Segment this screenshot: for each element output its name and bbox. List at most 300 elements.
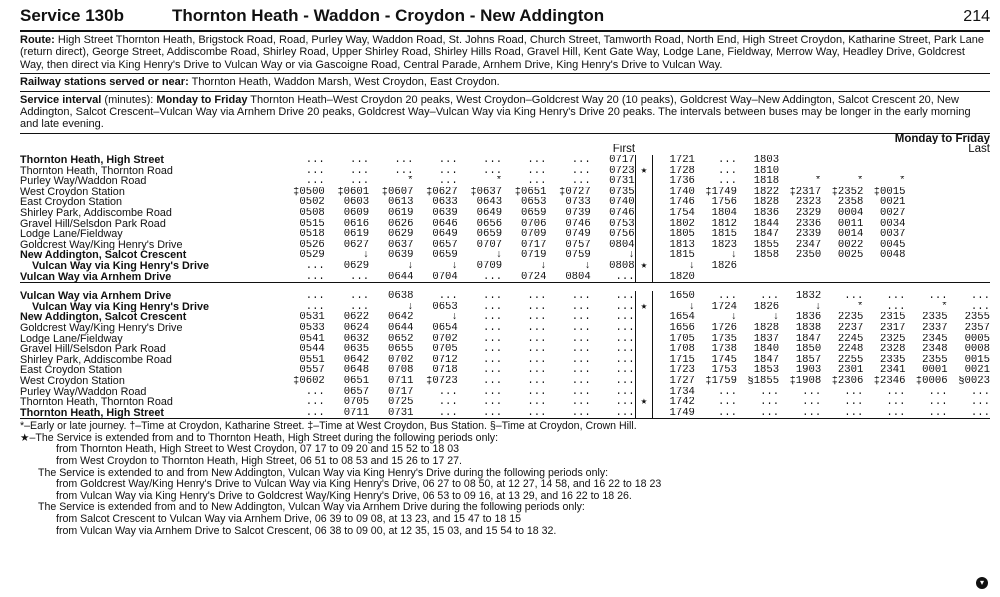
- stop-name: Gravel Hill/Selsdon Park Road: [20, 344, 166, 355]
- time-cell: ...: [571, 397, 591, 408]
- time-cell: ...: [717, 291, 738, 302]
- time-cell: ...: [350, 155, 370, 166]
- time-cell: [779, 261, 821, 272]
- time-cell: 0724: [521, 271, 547, 283]
- time-cell: 2345: [922, 333, 948, 345]
- time-cell: ...: [527, 354, 547, 366]
- time-cell: [948, 176, 990, 187]
- time-cell: ...: [928, 386, 948, 398]
- time-cell: 1721: [669, 155, 695, 166]
- time-cell: ↓: [584, 260, 591, 272]
- time-cell: 1810: [753, 165, 780, 177]
- time-cell: ...: [615, 333, 635, 345]
- time-cell: 0659: [521, 208, 547, 219]
- railway-text: Thornton Heath, Waddon Marsh, West Croydon, East Croydon.: [191, 76, 500, 89]
- time-cell: 1728: [669, 165, 695, 177]
- time-cell: ...: [760, 407, 780, 419]
- time-cell: [905, 240, 947, 251]
- time-cell: 2358: [837, 197, 864, 208]
- time-cell: 0731: [609, 176, 635, 187]
- time-cell: ‡0607: [381, 186, 414, 198]
- time-cell: 2235: [837, 312, 864, 323]
- time-cell: 2325: [880, 333, 906, 345]
- time-cell: 1847: [753, 229, 780, 240]
- time-cell: ...: [571, 407, 591, 419]
- time-cell: ...: [615, 312, 635, 323]
- time-cell: 0648: [343, 365, 370, 376]
- extension-marker: [635, 312, 653, 323]
- note-line: The Service is extended from and to New Addington, Vulcan Way via Arnhem Drive during the following periods only:: [38, 501, 585, 514]
- note-line: from Goldcrest Way/King Henry's Drive to Vulcan Way via King Henry's Drive, 06 27 to 08 50, at 12 27, 14 58, and 16 22 to 18 23: [56, 478, 662, 491]
- time-cell: ...: [527, 312, 547, 323]
- time-cell: 1754: [669, 208, 695, 219]
- time-cell: [737, 272, 779, 283]
- time-cell: 0034: [880, 218, 906, 230]
- time-cell: 0657: [432, 239, 458, 251]
- time-cell: ...: [483, 271, 503, 283]
- time-cell: 1815: [669, 250, 695, 261]
- time-cell: 1756: [711, 197, 738, 208]
- time-cell: 1857: [795, 354, 822, 366]
- time-cell: [863, 261, 905, 272]
- time-cell: 0649: [476, 208, 503, 219]
- extension-marker: [635, 250, 653, 261]
- time-cell: 0048: [880, 250, 906, 261]
- extension-marker: [635, 387, 653, 398]
- time-cell: ...: [305, 155, 325, 166]
- stop-name: Lodge Lane/Fieldway: [20, 333, 123, 345]
- time-cell: §0023: [958, 375, 990, 387]
- time-cell: 2315: [880, 312, 906, 323]
- time-cell: ...: [438, 165, 458, 177]
- time-cell: 0531: [299, 312, 325, 323]
- time-cell: 1734: [669, 386, 695, 398]
- time-cell: 0518: [299, 229, 325, 240]
- extension-marker: [635, 344, 653, 355]
- stop-name: New Addington, Salcot Crescent: [20, 250, 187, 261]
- time-cell: 0626: [388, 218, 414, 230]
- stop-name: Purley Way/Waddon Road: [20, 386, 147, 398]
- time-cell: *: [495, 176, 503, 187]
- time-cell: 0735: [609, 186, 635, 198]
- time-cell: 1715: [669, 354, 695, 366]
- time-cell: 0711: [343, 407, 370, 419]
- time-cell: 0759: [565, 250, 591, 261]
- extension-marker: [635, 408, 653, 419]
- time-cell: 0717: [609, 155, 635, 166]
- time-cell: ↓: [772, 312, 780, 323]
- stop-name: Goldcrest Way/King Henry's Drive: [20, 322, 183, 334]
- header: [20, 6, 990, 32]
- time-cell: 0649: [432, 229, 458, 240]
- time-cell: 1812: [711, 218, 738, 230]
- time-cell: ...: [571, 176, 591, 187]
- stop-name: Gravel Hill/Selsdon Park Road: [20, 218, 166, 230]
- time-cell: 0707: [476, 239, 503, 251]
- time-cell: [821, 166, 863, 177]
- table-row: [20, 229, 990, 240]
- time-cell: 0544: [299, 344, 325, 355]
- time-cell: 1815: [711, 229, 738, 240]
- note-line: from Thornton Heath, High Street to West Croydon, 07 17 to 09 20 and 15 52 to 18 03: [56, 443, 460, 456]
- time-cell: 0723: [609, 165, 635, 177]
- time-cell: 0704: [432, 271, 458, 283]
- time-cell: 1855: [753, 239, 780, 251]
- time-cell: ...: [571, 165, 591, 177]
- time-cell: ‡2317: [789, 186, 822, 198]
- time-cell: ↓: [451, 260, 458, 272]
- time-cell: 2350: [795, 250, 822, 261]
- stop-name: Lodge Lane/Fieldway: [20, 229, 123, 240]
- time-cell: ...: [717, 155, 738, 166]
- time-cell: ...: [760, 397, 780, 408]
- route-text: High Street Thornton Heath, Brigstock Road, Road, Purley Way, Waddon Road, St. Johns Road, Church Street, Tamworth Road, North End, High Street Croydon, Katharine Street, Park Lane (return direct), George Street, Addiscombe Road, Shirley Road, Upper Shirley Road, Shirley Hills Road, Gravel Hill, Kent Gate Way, Lodge Lane, Fieldway, Merrow Way, Headley Drive, Goldcrest Way, then direct via King Henry's Drive to Vulcan Way or via Gascoigne Road, Central Parade, Arnhem Drive, King Henry's Drive to Vulcan Way.: [20, 34, 984, 71]
- stop-name: Shirley Park, Addiscombe Road: [20, 208, 172, 219]
- timetable: [20, 134, 990, 419]
- stop-name: East Croydon Station: [20, 365, 123, 376]
- time-cell: 1828: [753, 197, 780, 208]
- time-cell: [948, 219, 990, 230]
- table-row: [20, 240, 990, 251]
- time-cell: 0702: [388, 354, 414, 366]
- time-cell: ...: [394, 165, 414, 177]
- stop-name: West Croydon Station: [20, 375, 125, 387]
- time-cell: [905, 155, 947, 166]
- time-cell: ...: [483, 155, 503, 166]
- time-cell: 0005: [964, 333, 990, 345]
- time-cell: [737, 261, 779, 272]
- time-cell: 0021: [880, 197, 906, 208]
- extension-marker: [635, 376, 653, 387]
- time-cell: 1853: [753, 365, 780, 376]
- time-cell: ...: [615, 365, 635, 376]
- time-cell: ...: [802, 397, 822, 408]
- table-row: [20, 365, 990, 376]
- time-cell: 2301: [837, 365, 864, 376]
- extension-marker: [635, 272, 653, 283]
- extension-marker: [635, 197, 653, 208]
- time-cell: 1749: [669, 407, 695, 419]
- time-cell: 0804: [609, 239, 635, 251]
- time-cell: [905, 176, 947, 187]
- time-cell: 0613: [388, 197, 414, 208]
- note-line: from West Croydon to Thornton Heath, High Street, 06 51 to 08 53 and 15 26 to 17 27.: [56, 455, 462, 468]
- time-cell: ↓: [407, 260, 414, 272]
- time-cell: 0733: [565, 197, 591, 208]
- time-cell: 1742: [669, 397, 695, 408]
- time-cell: [779, 272, 821, 283]
- extension-marker: [635, 155, 653, 166]
- time-cell: 1803: [753, 155, 780, 166]
- time-cell: ...: [571, 365, 591, 376]
- stop-name: Vulcan Way via King Henry's Drive: [32, 260, 209, 272]
- extension-marker: [635, 229, 653, 240]
- time-cell: 0557: [299, 365, 325, 376]
- time-cell: 0740: [609, 197, 635, 208]
- time-cell: ...: [305, 176, 325, 187]
- note-line: from Vulcan Way via King Henry's Drive to Goldcrest Way/King Henry's Drive, 06 53 to 09 16, at 13 29, and 16 22 to 18 26.: [56, 489, 632, 502]
- time-cell: ↓: [688, 301, 695, 313]
- time-cell: ‡0723: [425, 375, 458, 387]
- time-cell: ...: [483, 291, 503, 302]
- time-cell: 0622: [343, 312, 370, 323]
- outbound-section: [20, 155, 990, 291]
- time-cell: ...: [615, 397, 635, 408]
- time-cell: 0705: [343, 397, 370, 408]
- time-cell: ...: [615, 322, 635, 334]
- time-cell: ↓: [628, 250, 635, 261]
- time-cell: 0654: [432, 322, 458, 334]
- time-cell: 0651: [343, 375, 370, 387]
- time-cell: 1705: [669, 333, 695, 345]
- time-cell: ...: [305, 260, 325, 272]
- note-line: *–Early or late journey. †–Time at Croydon, Katharine Street. ‡–Time at West Croydon, Bus Station. §–Time at Croydon, Crown Hill.: [20, 420, 637, 433]
- extension-marker: [635, 291, 653, 302]
- time-cell: 0646: [432, 218, 458, 230]
- time-cell: 2255: [837, 354, 864, 366]
- note-line: The Service is extended to and from New Addington, Vulcan Way via King Henry's Drive during the following periods only:: [38, 466, 609, 479]
- time-cell: 2357: [964, 322, 990, 334]
- time-cell: [905, 250, 947, 261]
- time-cell: 0731: [388, 407, 414, 419]
- time-cell: ...: [305, 291, 325, 302]
- time-cell: ...: [438, 386, 458, 398]
- time-cell: ...: [571, 291, 591, 302]
- time-cell: ...: [717, 397, 738, 408]
- time-cell: ...: [970, 407, 990, 419]
- table-row: [20, 250, 990, 261]
- time-cell: ...: [527, 375, 547, 387]
- time-cell: ...: [305, 397, 325, 408]
- time-cell: ...: [483, 301, 503, 313]
- time-cell: 1840: [753, 344, 780, 355]
- time-cell: 1850: [795, 344, 822, 355]
- time-cell: 0551: [299, 354, 325, 366]
- time-cell: 0706: [521, 218, 547, 230]
- table-row: [20, 344, 990, 355]
- stop-name: Vulcan Way via King Henry's Drive: [32, 301, 209, 313]
- table-row: [20, 166, 990, 177]
- day-heading: Monday to Friday: [894, 133, 990, 145]
- time-cell: ...: [483, 333, 503, 345]
- time-cell: 0529: [299, 250, 325, 261]
- stop-name: Thornton Heath, High Street: [20, 407, 164, 419]
- time-cell: ...: [970, 386, 990, 398]
- time-cell: ...: [483, 397, 503, 408]
- time-cell: 1805: [669, 229, 695, 240]
- time-cell: 2335: [922, 312, 948, 323]
- time-cell: *: [941, 301, 948, 313]
- time-cell: 0541: [299, 333, 325, 345]
- time-cell: 0629: [388, 229, 414, 240]
- time-cell: 1837: [753, 333, 780, 345]
- inbound-section: [20, 291, 990, 419]
- time-cell: 0633: [432, 197, 458, 208]
- time-cell: ...: [571, 354, 591, 366]
- time-cell: 1804: [711, 208, 738, 219]
- time-cell: ...: [527, 155, 547, 166]
- time-cell: ...: [527, 386, 547, 398]
- stop-name: Vulcan Way via Arnhem Drive: [20, 291, 172, 302]
- table-row: [20, 408, 990, 419]
- time-cell: 2347: [795, 239, 822, 251]
- time-cell: 1656: [669, 322, 695, 334]
- time-cell: ...: [717, 165, 738, 177]
- time-cell: 0508: [299, 208, 325, 219]
- time-cell: 0619: [343, 229, 370, 240]
- time-cell: [948, 166, 990, 177]
- time-cell: 0643: [476, 197, 503, 208]
- table-row: [20, 312, 990, 323]
- time-cell: 0708: [388, 365, 414, 376]
- stop-name: West Croydon Station: [20, 186, 125, 198]
- time-cell: 0014: [837, 229, 864, 240]
- time-cell: ↓: [451, 312, 458, 323]
- time-cell: ...: [527, 344, 547, 355]
- time-cell: ...: [886, 397, 906, 408]
- page-number: 214: [963, 8, 990, 25]
- time-cell: ...: [970, 291, 990, 302]
- time-cell: 0015: [964, 354, 990, 366]
- time-cell: 0004: [837, 208, 864, 219]
- time-cell: 0746: [565, 218, 591, 230]
- time-cell: 1836: [753, 208, 780, 219]
- time-cell: 0021: [964, 365, 990, 376]
- stop-name: Thornton Heath, Thornton Road: [20, 165, 173, 177]
- extension-marker: [635, 240, 653, 251]
- time-cell: 0639: [432, 208, 458, 219]
- time-cell: ...: [438, 176, 458, 187]
- time-cell: *: [407, 176, 414, 187]
- time-cell: ...: [571, 375, 591, 387]
- time-cell: ...: [802, 407, 822, 419]
- time-cell: 0502: [299, 197, 325, 208]
- time-cell: ...: [350, 271, 370, 283]
- time-cell: ...: [760, 386, 780, 398]
- time-cell: 0746: [609, 208, 635, 219]
- time-cell: 1903: [795, 365, 822, 376]
- time-cell: 2237: [837, 322, 864, 334]
- time-cell: ...: [886, 407, 906, 419]
- time-cell: 2348: [922, 344, 948, 355]
- time-cell: 0709: [476, 260, 503, 272]
- time-cell: ...: [571, 312, 591, 323]
- stop-name: Goldcrest Way/King Henry's Drive: [20, 239, 183, 251]
- time-cell: 0757: [565, 239, 591, 251]
- extension-marker: [635, 176, 653, 187]
- interval-label: Service interval: [20, 93, 102, 106]
- stop-name: Thornton Heath, High Street: [20, 155, 164, 166]
- time-cell: ...: [438, 407, 458, 419]
- time-cell: [948, 197, 990, 208]
- time-cell: 1802: [669, 218, 695, 230]
- time-cell: ...: [615, 271, 635, 283]
- time-cell: 0749: [565, 229, 591, 240]
- time-cell: 0515: [299, 218, 325, 230]
- extension-marker: [635, 208, 653, 219]
- time-cell: *: [857, 176, 864, 187]
- time-cell: ‡0602: [293, 375, 325, 387]
- time-cell: 1823: [711, 239, 738, 251]
- table-row: [20, 323, 990, 334]
- extension-marker: ★: [635, 166, 653, 177]
- time-cell: ...: [483, 165, 503, 177]
- time-cell: 0644: [388, 271, 414, 283]
- time-cell: [779, 166, 821, 177]
- time-cell: ...: [844, 397, 864, 408]
- time-cell: 0718: [432, 365, 458, 376]
- time-cell: 1745: [711, 354, 738, 366]
- time-cell: 1838: [795, 322, 822, 334]
- time-cell: [905, 219, 947, 230]
- time-cell: [821, 155, 863, 166]
- time-cell: ...: [527, 322, 547, 334]
- time-cell: ...: [571, 322, 591, 334]
- time-cell: [905, 197, 947, 208]
- time-cell: [905, 229, 947, 240]
- time-cell: ‡0727: [558, 186, 591, 198]
- extension-marker: ★: [635, 261, 653, 272]
- time-cell: 1654: [669, 312, 695, 323]
- time-cell: ...: [438, 155, 458, 166]
- stop-name: New Addington, Salcot Crescent: [20, 312, 187, 323]
- time-cell: [863, 272, 905, 283]
- time-cell: [948, 187, 990, 198]
- time-cell: 0637: [388, 239, 414, 251]
- time-cell: [948, 155, 990, 166]
- time-cell: [779, 155, 821, 166]
- time-cell: ...: [886, 291, 906, 302]
- time-cell: ‡0015: [873, 186, 906, 198]
- time-cell: 1746: [669, 197, 695, 208]
- table-row: [20, 261, 990, 272]
- time-cell: 1736: [669, 176, 695, 187]
- time-cell: ...: [350, 176, 370, 187]
- time-cell: [695, 272, 737, 283]
- time-cell: 1740: [669, 186, 695, 198]
- time-cell: 1847: [753, 354, 780, 366]
- table-row: [20, 197, 990, 208]
- time-cell: 0657: [343, 386, 370, 398]
- time-cell: 0616: [343, 218, 370, 230]
- time-cell: 2335: [880, 354, 906, 366]
- time-cell: ...: [844, 407, 864, 419]
- time-cell: 2317: [880, 322, 906, 334]
- time-cell: 0756: [609, 229, 635, 240]
- interval-days: Monday to Friday: [156, 93, 248, 106]
- time-cell: 1727: [669, 375, 695, 387]
- time-cell: 0627: [343, 239, 370, 251]
- time-cell: 0025: [837, 250, 864, 261]
- stop-name: Shirley Park, Addiscombe Road: [20, 354, 172, 366]
- time-cell: §1855: [747, 375, 780, 387]
- time-cell: ...: [571, 301, 591, 313]
- time-cell: ...: [615, 407, 635, 419]
- time-cell: ...: [717, 386, 738, 398]
- table-row: [20, 219, 990, 230]
- time-cell: 0808: [609, 260, 635, 272]
- time-cell: ‡1908: [789, 375, 822, 387]
- route-title: Thornton Heath - Waddon - Croydon - New Addington: [172, 6, 605, 25]
- table-row: [20, 272, 990, 283]
- time-cell: ...: [886, 301, 906, 313]
- stop-name: Thornton Heath, Thornton Road: [20, 397, 173, 408]
- table-row: [20, 302, 990, 313]
- time-cell: [948, 208, 990, 219]
- stop-name: Vulcan Way via Arnhem Drive: [20, 271, 172, 283]
- time-cell: ...: [571, 344, 591, 355]
- time-cell: [905, 208, 947, 219]
